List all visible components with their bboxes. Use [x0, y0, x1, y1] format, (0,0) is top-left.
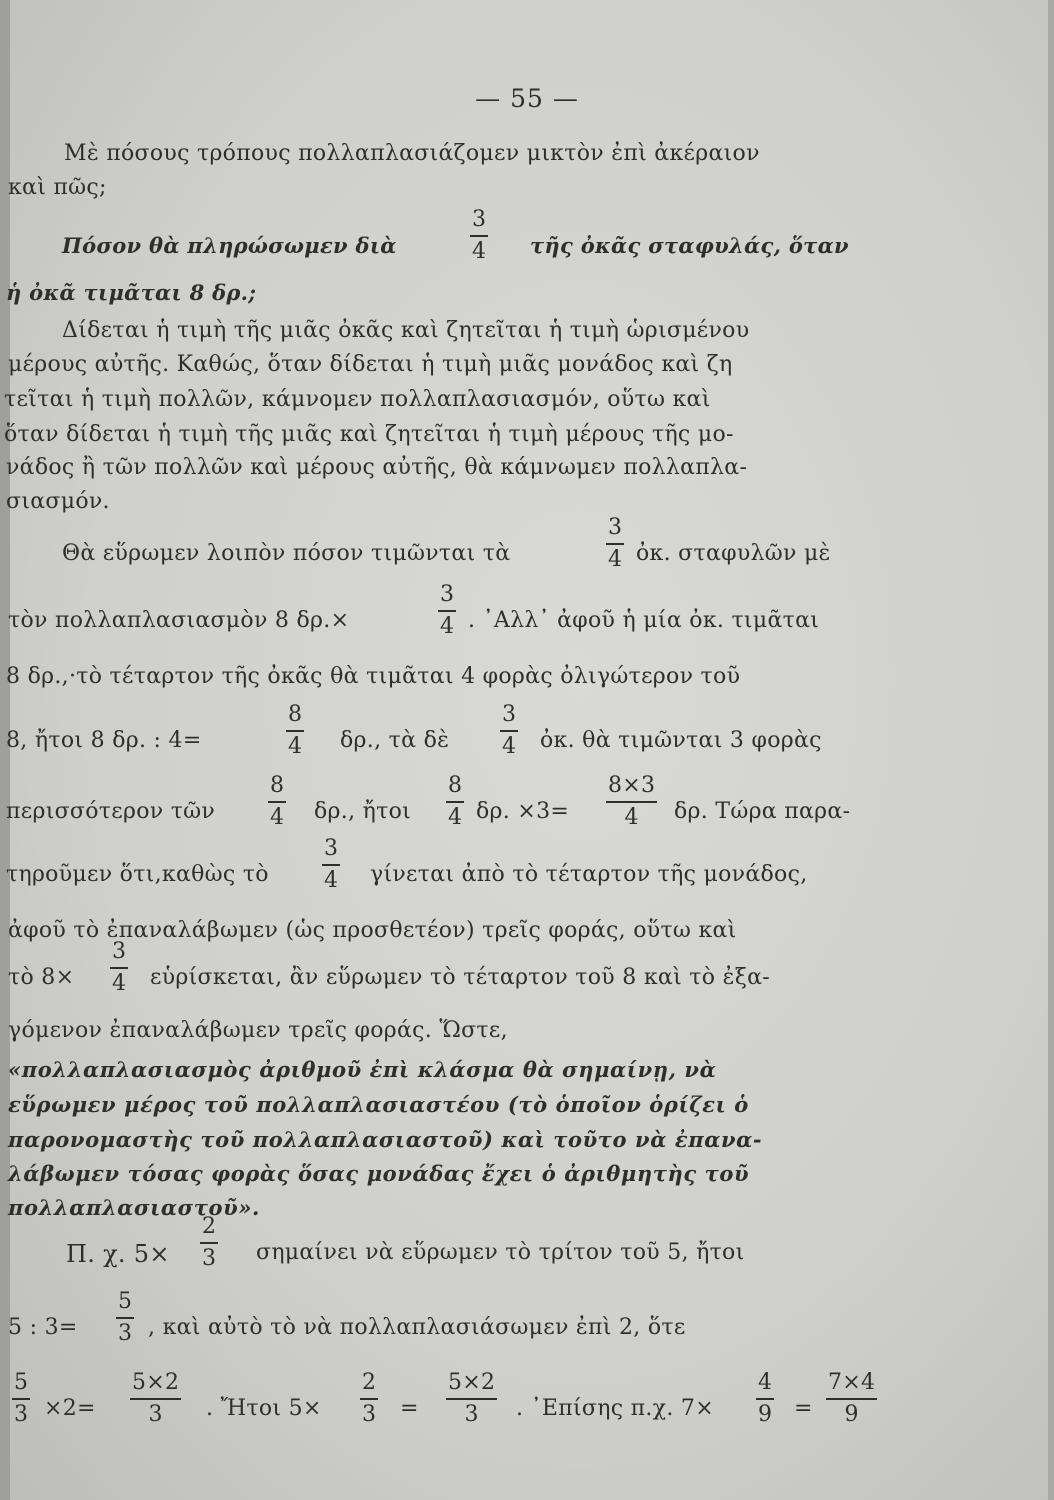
fraction — [12, 1372, 30, 1426]
fraction — [470, 209, 488, 263]
numerator: 5 — [118, 1289, 133, 1314]
denominator: 3 — [118, 1321, 133, 1346]
fraction — [438, 584, 456, 638]
text: δρ. Τώρα παρα- — [674, 799, 851, 824]
text: σημαίνει νὰ εὕρωμεν τὸ τρίτον τοῦ 5, ἤτοι — [256, 1240, 745, 1265]
numerator: 3 — [324, 836, 339, 861]
text: δρ. ×3= — [476, 799, 570, 824]
text: 8, ἤτοι 8 δρ. : 4= — [6, 728, 202, 753]
numerator: 8 — [448, 773, 463, 798]
numerator: 8 — [270, 773, 285, 798]
text: ὀκ. θὰ τιμῶνται 3 φορὰς — [540, 728, 822, 753]
fraction — [286, 704, 304, 758]
denominator: 4 — [608, 547, 623, 572]
text: Δίδεται ἡ τιμὴ τῆς μιᾶς ὀκᾶς καὶ ζητεῖται ἡ τιμὴ ὡρισμένου — [62, 318, 750, 343]
denominator: 4 — [324, 868, 339, 893]
text: = — [794, 1396, 813, 1421]
fraction — [130, 1372, 181, 1426]
denominator: 4 — [440, 614, 455, 639]
text: πολλαπλασιαστοῦ». — [8, 1195, 260, 1220]
denominator: 4 — [472, 239, 487, 264]
fraction — [360, 1372, 378, 1426]
text: ὀκ. σταφυλῶν μὲ — [636, 541, 831, 566]
numerator: 3 — [472, 207, 487, 232]
numerator: 8 — [288, 702, 303, 727]
denominator: 3 — [362, 1402, 377, 1427]
fraction — [200, 1216, 218, 1270]
denominator: 4 — [288, 734, 303, 759]
numerator: 4 — [758, 1370, 773, 1395]
fraction — [500, 704, 518, 758]
text: Πόσον θὰ πληρώσωμεν διὰ — [62, 233, 397, 258]
denominator: 4 — [112, 971, 127, 996]
text: τῆς ὀκᾶς σταφυλάς, ὅταν — [530, 233, 849, 258]
denominator: 3 — [464, 1402, 479, 1427]
denominator: 9 — [758, 1402, 773, 1427]
denominator: 4 — [502, 734, 517, 759]
text: μέρους αὐτῆς. Καθώς, ὅταν δίδεται ἡ τιμὴ μιᾶς μονάδος καὶ ζη — [8, 352, 733, 377]
fraction — [268, 775, 286, 829]
numerator: 3 — [440, 582, 455, 607]
numerator: 8×3 — [608, 773, 656, 798]
text: δρ., ἤτοι — [314, 799, 412, 824]
text: ἀφοῦ τὸ ἐπαναλάβωμεν (ὡς προσθετέον) τρεῖς φοράς, οὕτω καὶ — [8, 918, 737, 943]
fraction — [446, 1372, 497, 1426]
fraction — [756, 1372, 774, 1426]
text: γόμενον ἐπαναλάβωμεν τρεῖς φοράς. Ὥστε, — [8, 1018, 508, 1043]
numerator: 2 — [202, 1214, 217, 1239]
text: . ᾿Αλλ᾽ ἀφοῦ ἡ μία ὀκ. τιμᾶται — [468, 608, 820, 633]
text: ἡ ὀκᾶ τιμᾶται 8 δρ.; — [6, 280, 257, 305]
fraction — [826, 1372, 877, 1426]
text: λάβωμεν τόσας φορὰς ὅσας μονάδας ἔχει ὁ ἀριθμητὴς τοῦ — [8, 1161, 750, 1186]
fraction — [110, 941, 128, 995]
text: νάδος ἢ τῶν πολλῶν καὶ μέρους αὐτῆς, θὰ κάμνωμεν πολλαπλα- — [6, 455, 748, 480]
text: Θὰ εὕρωμεν λοιπὸν πόσον τιμῶνται τὰ — [62, 541, 511, 566]
text: παρονομαστὴς τοῦ πολλαπλασιαστοῦ) καὶ τοῦτο νὰ ἐπανα- — [8, 1127, 763, 1152]
denominator: 4 — [448, 805, 463, 830]
denominator: 3 — [148, 1402, 163, 1427]
numerator: 3 — [608, 515, 623, 540]
text: ×2= — [44, 1396, 96, 1421]
fraction — [322, 838, 340, 892]
text: 8 δρ.,·τὸ τέταρτον τῆς ὀκᾶς θὰ τιμᾶται 4 φορὰς ὀλιγώτερον τοῦ — [6, 664, 741, 689]
fraction — [446, 775, 464, 829]
text: ὅταν δίδεται ἡ τιμὴ τῆς μιᾶς καὶ ζητεῖται ἡ τιμὴ μέρους τῆς μο- — [4, 422, 734, 447]
text: τηροῦμεν ὅτι,καθὼς τὸ — [6, 862, 269, 887]
numerator: 5×2 — [448, 1370, 496, 1395]
denominator: 3 — [14, 1402, 29, 1427]
numerator: 7×4 — [828, 1370, 876, 1395]
numerator: 3 — [502, 702, 517, 727]
fraction — [116, 1291, 134, 1345]
text: καὶ πῶς; — [8, 175, 107, 200]
text: . Ἤτοι 5× — [206, 1396, 322, 1421]
text: Μὲ πόσους τρόπους πολλαπλασιάζομεν μικτὸν ἐπὶ ἀκέραιον — [64, 141, 760, 166]
numerator: 3 — [112, 939, 127, 964]
text: τεῖται ἡ τιμὴ πολλῶν, κάμνομεν πολλαπλασιασμόν, οὕτω καὶ — [4, 387, 711, 412]
text: 5 : 3= — [8, 1315, 78, 1340]
numerator: 5 — [14, 1370, 29, 1395]
text: εὕρωμεν μέρος τοῦ πολλαπλασιαστέου (τὸ ὁποῖον ὁρίζει ὁ — [8, 1092, 749, 1117]
text: τὸ 8× — [8, 965, 75, 990]
numerator: 5×2 — [132, 1370, 180, 1395]
denominator: 3 — [202, 1246, 217, 1271]
text: = — [400, 1396, 419, 1421]
text: γίνεται ἀπὸ τὸ τέταρτον τῆς μονάδος, — [370, 862, 808, 887]
text: τὸν πολλαπλασιασμὸν 8 δρ.× — [8, 608, 350, 633]
fraction — [606, 775, 657, 829]
page-edge-shadow-right — [1048, 0, 1054, 1500]
text: . ᾿Επίσης π.χ. 7× — [516, 1396, 714, 1421]
text: Π. χ. 5× — [66, 1240, 170, 1268]
text: περισσότερον τῶν — [6, 799, 216, 824]
page-number: — 55 — — [475, 84, 579, 113]
denominator: 4 — [270, 805, 285, 830]
numerator: 2 — [362, 1370, 377, 1395]
denominator: 4 — [624, 805, 639, 830]
text: εὑρίσκεται, ἂν εὕρωμεν τὸ τέταρτον τοῦ 8 καὶ τὸ ἐξα- — [150, 965, 771, 990]
denominator: 9 — [844, 1402, 859, 1427]
text: σιασμόν. — [6, 489, 110, 514]
text: δρ., τὰ δὲ — [340, 728, 450, 753]
fraction — [606, 517, 624, 571]
text: , καὶ αὐτὸ τὸ νὰ πολλαπλασιάσωμεν ἐπὶ 2, ὅτε — [148, 1315, 686, 1340]
text: «πολλαπλασιασμὸς ἀριθμοῦ ἐπὶ κλάσμα θὰ σημαίνῃ, νὰ — [8, 1057, 717, 1082]
